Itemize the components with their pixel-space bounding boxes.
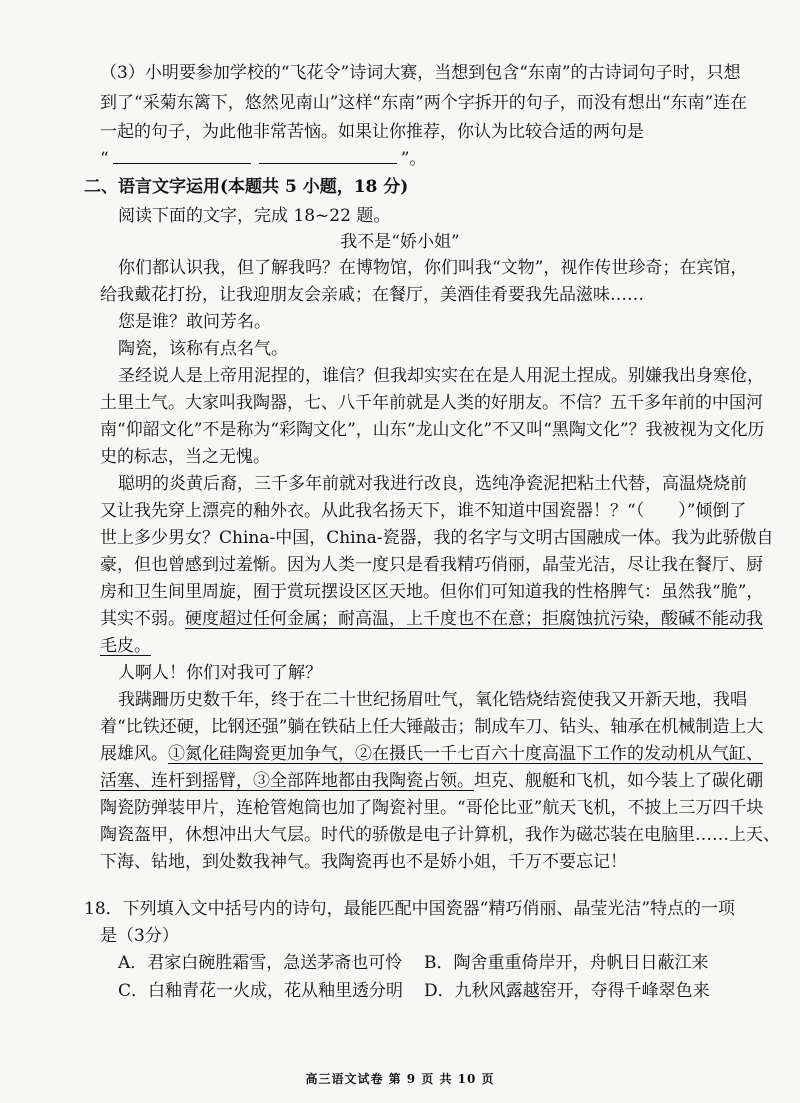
passage-line: 人啊人！你们对我可了解？ [118,663,322,683]
passage-line: 下海、钻地，到处数我神气。我陶瓷再也不是娇小姐，千万不要忘记！ [100,852,627,872]
passage-line: 南“仰韶文化”不是称为“彩陶文化”，山东“龙山文化”不又叫“黑陶文化”？我被视为文化历 [100,420,765,440]
section-instruction: 阅读下面的文字，完成 18~22 题。 [118,206,391,226]
passage-line: 土里土气。大家叫我陶器，七、八千年前就是人类的好朋友。不信？五千多年前的中国河 [100,393,763,413]
passage-line [100,608,763,630]
plain-text: 其实不弱。 [100,609,185,629]
q3-answer-line [100,147,426,170]
passage-line: 陶瓷盔甲，休想冲出大气层。时代的骄傲是电子计算机，我作为磁芯装在电脑里……上天、 [100,825,780,845]
underlined-text: 活塞、连杆到摇臂，③全部阵地都由我陶瓷占领。 [100,771,474,791]
option-a[interactable]: A．君家白碗胜霜雪，急送茅斋也可怜 [118,953,403,973]
passage-line: 房和卫生间里周旋，囿于赏玩摆设区区天地。但你们可知道我的性格脾气：虽然我“脆”， [100,582,764,602]
close-quote: ”。 [400,149,427,169]
passage-line: 史的标志，当之无愧。 [100,447,270,467]
option-d[interactable]: D．九秋风露越窑开，夺得千峰翠色来 [424,981,710,1001]
passage-line: 您是谁？敢问芳名。 [118,312,271,332]
open-quote: “ [100,149,109,169]
underlined-text: 硬度超过任何金属；耐高温，上千度也不在意；拒腐蚀抗污染，酸碱不能动我 [185,609,763,629]
passage-line: 我蹒跚历史数千年，终于在二十世纪扬眉吐气，氧化锆烧结瓷使我又开新天地，我唱 [118,690,747,710]
answer-blank-1[interactable] [113,147,251,164]
underlined-text: 毛皮。 [100,636,151,656]
passage-line: 豪，但也曾感到过羞惭。因为人类一度只是看我精巧俏丽，晶莹光洁，尽让我在餐厅、厨 [100,555,763,575]
passage-line [100,743,763,765]
q3-line-3: 一起的句子，为此他非常苦恼。如果让你推荐，你认为比较合适的两句是 [100,122,644,142]
passage-line: 你们都认识我，但了解我吗？在博物馆，你们叫我“文物”，视作传世珍奇；在宾馆， [118,258,748,278]
option-b[interactable]: B．陶舍重重倚岸开，舟帆日日蔽江来 [424,953,709,973]
passage-line [100,635,151,657]
passage-line: 给我戴花打扮，让我迎朋友会亲戚；在餐厅，美酒佳肴要我先品滋味…… [100,285,644,305]
passage-line [100,770,763,792]
passage-line: 又让我先穿上漂亮的釉外衣。从此我名扬天下，谁不知道中国瓷器！？“（ ）”倾倒了 [100,501,747,521]
passage-title: 我不是“娇小姐” [340,232,460,252]
plain-text: 展雄风。 [100,744,168,764]
option-c[interactable]: C．白釉青花一火成，花从釉里透分明 [118,981,404,1001]
q18-stem-line-1: 18．下列填入文中括号内的诗句，最能匹配中国瓷器“精巧俏丽、晶莹光洁”特点的一项 [84,899,736,919]
underlined-text: ①氮化硅陶瓷更加争气，②在摄氏一千七百六十度高温下工作的发动机从气缸、 [168,744,763,764]
passage-line: 陶瓷防弹装甲片，连枪管炮筒也加了陶瓷衬里。“哥伦比亚”航天飞机，不披上三万四千块 [100,798,764,818]
page-footer: 高三语文试卷 第 9 页 共 10 页 [305,1072,495,1086]
passage-line: 陶瓷，该称有点名气。 [118,339,288,359]
section-heading: 二、语言文字运用(本题共 5 小题，18 分) [84,177,409,197]
passage-line: 圣经说人是上帝用泥捏的，谁信？但我却实实在在是人用泥土捏成。别嫌我出身寒伧， [118,366,764,386]
q3-line-2: 到了“采菊东篱下，悠然见南山”这样“东南”两个字拆开的句子，而没有想出“东南”连在 [100,93,748,113]
q18-stem-line-2: 是（3分） [100,926,179,946]
passage-line: 聪明的炎黄后裔，三千多年前就对我进行改良，选纯净瓷泥把粘土代替，高温烧烧前 [118,474,747,494]
passage-line: 世上多少男女？China-中国，China-瓷器，我的名字与文明古国融成一体。我为此骄傲自 [100,528,774,548]
q3-line-1: （3）小明要参加学校的“飞花令”诗词大赛，当想到包含“东南”的古诗词句子时，只想 [100,63,741,83]
passage-line: 着“比铁还硬，比钢还强”躺在铁砧上任大锤敲击；制成车刀、钻头、轴承在机械制造上大 [100,717,764,737]
plain-text: 坦克、舰艇和飞机，如今装上了碳化硼 [474,771,763,791]
answer-blank-2[interactable] [259,147,397,164]
